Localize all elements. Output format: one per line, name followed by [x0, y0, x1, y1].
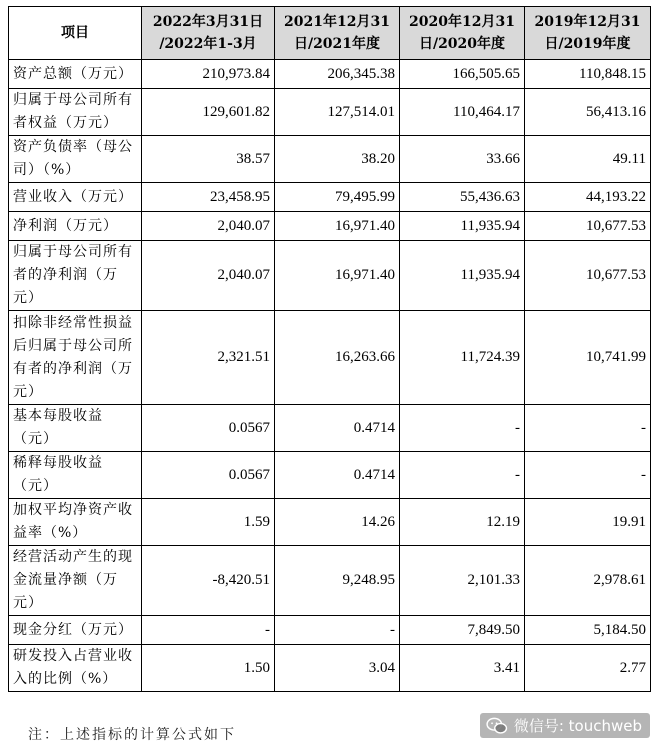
header-2022q1: 2022年3月31日 /2022年1-3月: [142, 7, 275, 60]
row-label: 加权平均净资产收益率（%）: [9, 499, 142, 546]
table-cell: 10,741.99: [525, 311, 651, 405]
table-cell: 210,973.84: [142, 60, 275, 89]
table-cell: 5,184.50: [525, 616, 651, 645]
table-cell: 2,978.61: [525, 546, 651, 616]
table-cell: 1.50: [142, 645, 275, 692]
table-cell: 129,601.82: [142, 89, 275, 136]
row-label: 营业收入（万元）: [9, 183, 142, 212]
row-label: 扣除非经常性损益后归属于母公司所有者的净利润（万元）: [9, 311, 142, 405]
table-cell: 19.91: [525, 499, 651, 546]
table-cell: 38.57: [142, 136, 275, 183]
table-cell: -: [525, 405, 651, 452]
table-row: [9, 499, 651, 546]
row-label: 基本每股收益（元）: [9, 405, 142, 452]
table-row: [9, 405, 651, 452]
table-cell: 10,677.53: [525, 241, 651, 311]
table-row: [9, 546, 651, 616]
table-cell: 12.19: [400, 499, 525, 546]
table-cell: -8,420.51: [142, 546, 275, 616]
table-cell: 33.66: [400, 136, 525, 183]
table-cell: 127,514.01: [275, 89, 400, 136]
table-cell: 11,935.94: [400, 212, 525, 241]
wechat-icon: [486, 717, 508, 735]
table-cell: 0.4714: [275, 452, 400, 499]
row-label: 净利润（万元）: [9, 212, 142, 241]
table-cell: -: [525, 452, 651, 499]
table-cell: 2.77: [525, 645, 651, 692]
table-row: [9, 60, 651, 89]
row-label: 归属于母公司所有者权益（万元）: [9, 89, 142, 136]
row-label: 资产总额（万元）: [9, 60, 142, 89]
table-row: [9, 183, 651, 212]
table-cell: 0.4714: [275, 405, 400, 452]
table-cell: 166,505.65: [400, 60, 525, 89]
table-cell: 7,849.50: [400, 616, 525, 645]
row-label: 资产负债率（母公司）（%）: [9, 136, 142, 183]
table-cell: 56,413.16: [525, 89, 651, 136]
table-cell: 38.20: [275, 136, 400, 183]
row-label: 研发投入占营业收入的比例（%）: [9, 645, 142, 692]
table-cell: 55,436.63: [400, 183, 525, 212]
table-cell: -: [400, 405, 525, 452]
table-cell: 49.11: [525, 136, 651, 183]
footnote: 注：上述指标的计算公式如下: [28, 727, 236, 743]
row-label: 经营活动产生的现金流量净额（万元）: [9, 546, 142, 616]
table-cell: 2,040.07: [142, 212, 275, 241]
header-2020: 2020年12月31 日/2020年度: [400, 7, 525, 60]
table-cell: 3.04: [275, 645, 400, 692]
table-cell: 23,458.95: [142, 183, 275, 212]
financial-table: [8, 6, 651, 692]
table-row: [9, 89, 651, 136]
row-label: 归属于母公司所有者的净利润（万元）: [9, 241, 142, 311]
table-cell: 1.59: [142, 499, 275, 546]
table-cell: 206,345.38: [275, 60, 400, 89]
table-cell: 11,724.39: [400, 311, 525, 405]
header-row: [9, 7, 651, 60]
table-row: [9, 136, 651, 183]
table-cell: 44,193.22: [525, 183, 651, 212]
table-cell: -: [400, 452, 525, 499]
header-2019: 2019年12月31 日/2019年度: [525, 7, 651, 60]
table-cell: 16,263.66: [275, 311, 400, 405]
watermark-text: 微信号: touchweb: [513, 717, 642, 735]
header-2021: 2021年12月31 日/2021年度: [275, 7, 400, 60]
table-cell: 2,040.07: [142, 241, 275, 311]
table-cell: 2,321.51: [142, 311, 275, 405]
table-cell: -: [142, 616, 275, 645]
row-label: 现金分红（万元）: [9, 616, 142, 645]
table-row: [9, 212, 651, 241]
table-cell: 14.26: [275, 499, 400, 546]
table-cell: 110,464.17: [400, 89, 525, 136]
row-label: 稀释每股收益（元）: [9, 452, 142, 499]
table-cell: 3.41: [400, 645, 525, 692]
table-row: [9, 311, 651, 405]
table-cell: 11,935.94: [400, 241, 525, 311]
table-cell: 16,971.40: [275, 241, 400, 311]
table-row: [9, 616, 651, 645]
table-cell: 0.0567: [142, 452, 275, 499]
wechat-watermark: [480, 713, 650, 738]
header-item: 项目: [9, 7, 142, 60]
table-row: [9, 452, 651, 499]
table-cell: 16,971.40: [275, 212, 400, 241]
table-cell: 10,677.53: [525, 212, 651, 241]
table-row: [9, 241, 651, 311]
table-cell: -: [275, 616, 400, 645]
table-cell: 79,495.99: [275, 183, 400, 212]
table-cell: 0.0567: [142, 405, 275, 452]
table-row: [9, 645, 651, 692]
table-cell: 9,248.95: [275, 546, 400, 616]
table-cell: 110,848.15: [525, 60, 651, 89]
table-cell: 2,101.33: [400, 546, 525, 616]
